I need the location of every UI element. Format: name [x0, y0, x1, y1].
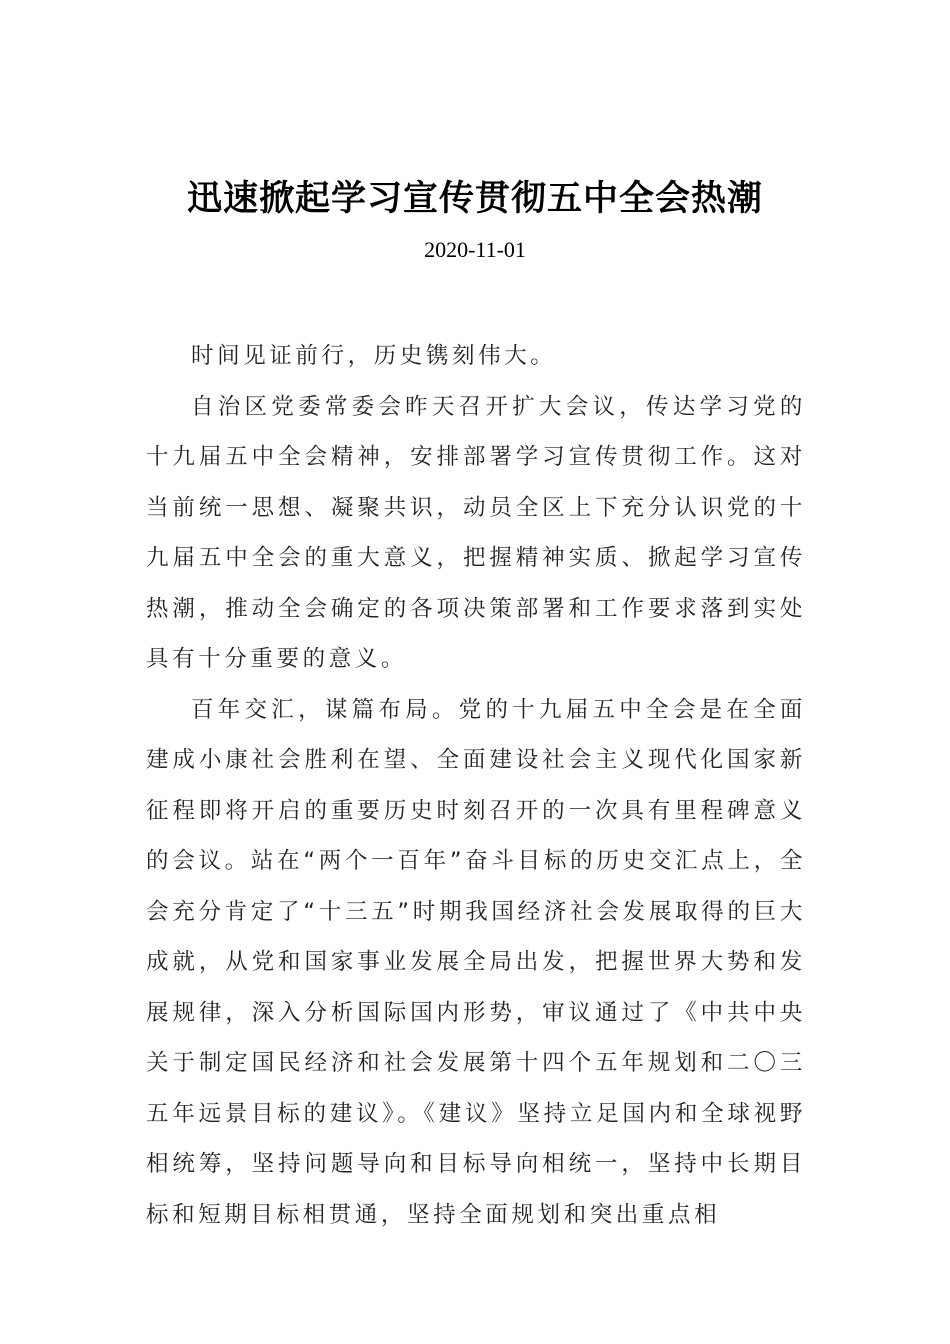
paragraph: 百年交汇，谋篇布局。党的十九届五中全会是在全面建成小康社会胜利在望、全面建设社会主义现代化国家新征程即将开启的重要历史时刻召开的一次具有里程碑意义的会议。站在“两个一百年”奋斗目标的历史交汇点上，全会充分肯定了“十三五”时期我国经济社会发展取得的巨大成就，从党和国家事业发展全局出发，把握世界大势和发展规律，深入分析国际国内形势，审议通过了《中共中央关于制定国民经济和社会发展第十四个五年规划和二〇三五年远景目标的建议》。《建议》坚持立足国内和全球视野相统筹，坚持问题导向和目标导向相统一，坚持中长期目标和短期目标相贯通，坚持全面规划和突出重点相 — [146, 696, 806, 1228]
document-body — [146, 331, 806, 1240]
document-title: 迅速掀起学习宣传贯彻五中全会热潮 — [186, 178, 763, 219]
document-date: 2020-11-01 — [424, 237, 526, 262]
paragraph: 时间见证前行，历史镌刻伟大。 — [191, 343, 557, 369]
paragraph: 自治区党委常委会昨天召开扩大会议，传达学习党的十九届五中全会精神，安排部署学习宣传贯彻工作。这对当前统一思想、凝聚共识，动员全区上下充分认识党的十九届五中全会的重大意义，把握精神实质、掀起学习宣传热潮，推动全会确定的各项决策部署和工作要求落到实处具有十分重要的意义。 — [146, 393, 806, 672]
